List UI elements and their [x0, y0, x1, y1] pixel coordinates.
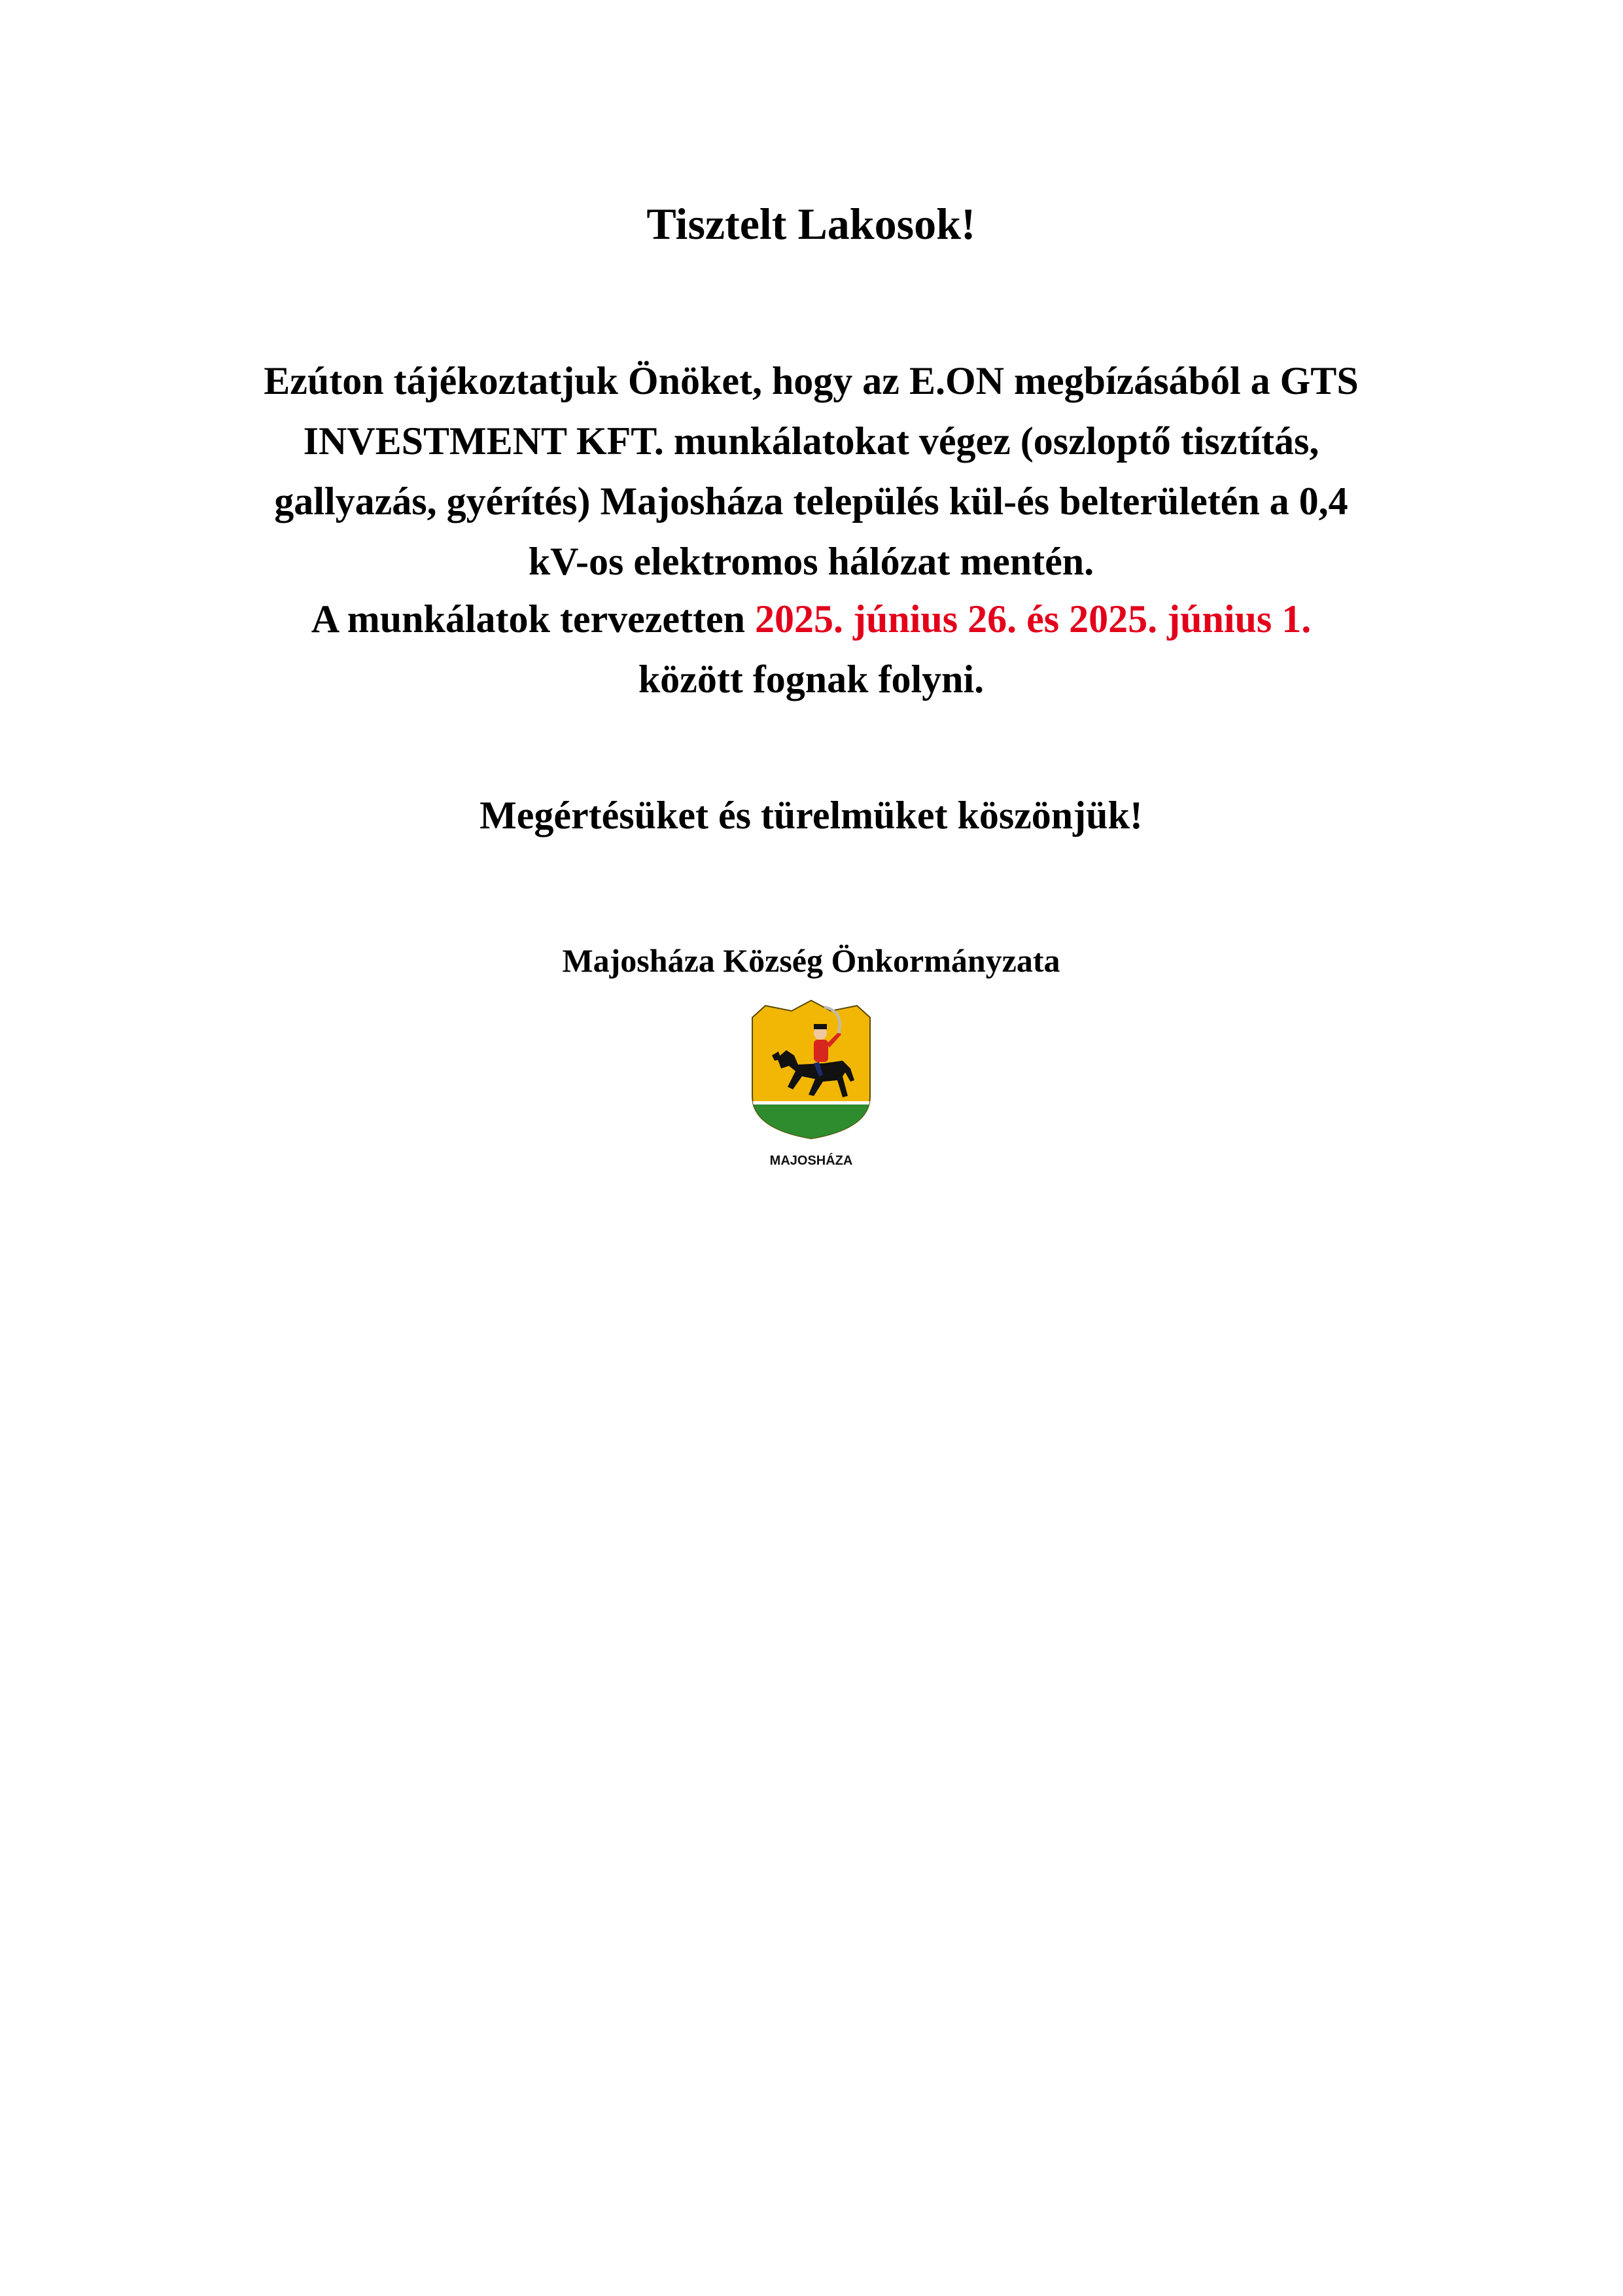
- notice-body: [157, 351, 1465, 592]
- notice-body-line: Ezúton tájékoztatjuk Önöket, hogy az E.ON megbízásából a GTS: [264, 359, 1359, 402]
- notice-body-line: kV-os elektromos hálózat mentén.: [528, 540, 1094, 583]
- notice-signature: Majosháza Község Önkormányzata: [562, 942, 1060, 979]
- notice-schedule: [157, 589, 1465, 709]
- schedule-suffix: között fognak folyni.: [638, 658, 985, 701]
- notice-body-line: INVESTMENT KFT. munkálatokat végez (oszloptő tisztítás,: [303, 419, 1319, 463]
- crest-caption: MAJOSHÁZA: [769, 1154, 853, 1168]
- schedule-prefix: A munkálatok tervezetten: [311, 597, 746, 641]
- majoshaza-crest-icon: [746, 998, 877, 1174]
- notice-body-line: gallyazás, gyérítés) Majosháza település kül-és belterületén a 0,4: [274, 480, 1348, 523]
- schedule-dates: 2025. június 26. és 2025. június 1.: [755, 597, 1312, 641]
- schedule-line: [157, 589, 1465, 649]
- shield-divider: [746, 1101, 877, 1104]
- notice-title: Tisztelt Lakosok!: [646, 199, 976, 249]
- notice-thanks: Megértésüket és türelmüket köszönjük!: [480, 794, 1143, 837]
